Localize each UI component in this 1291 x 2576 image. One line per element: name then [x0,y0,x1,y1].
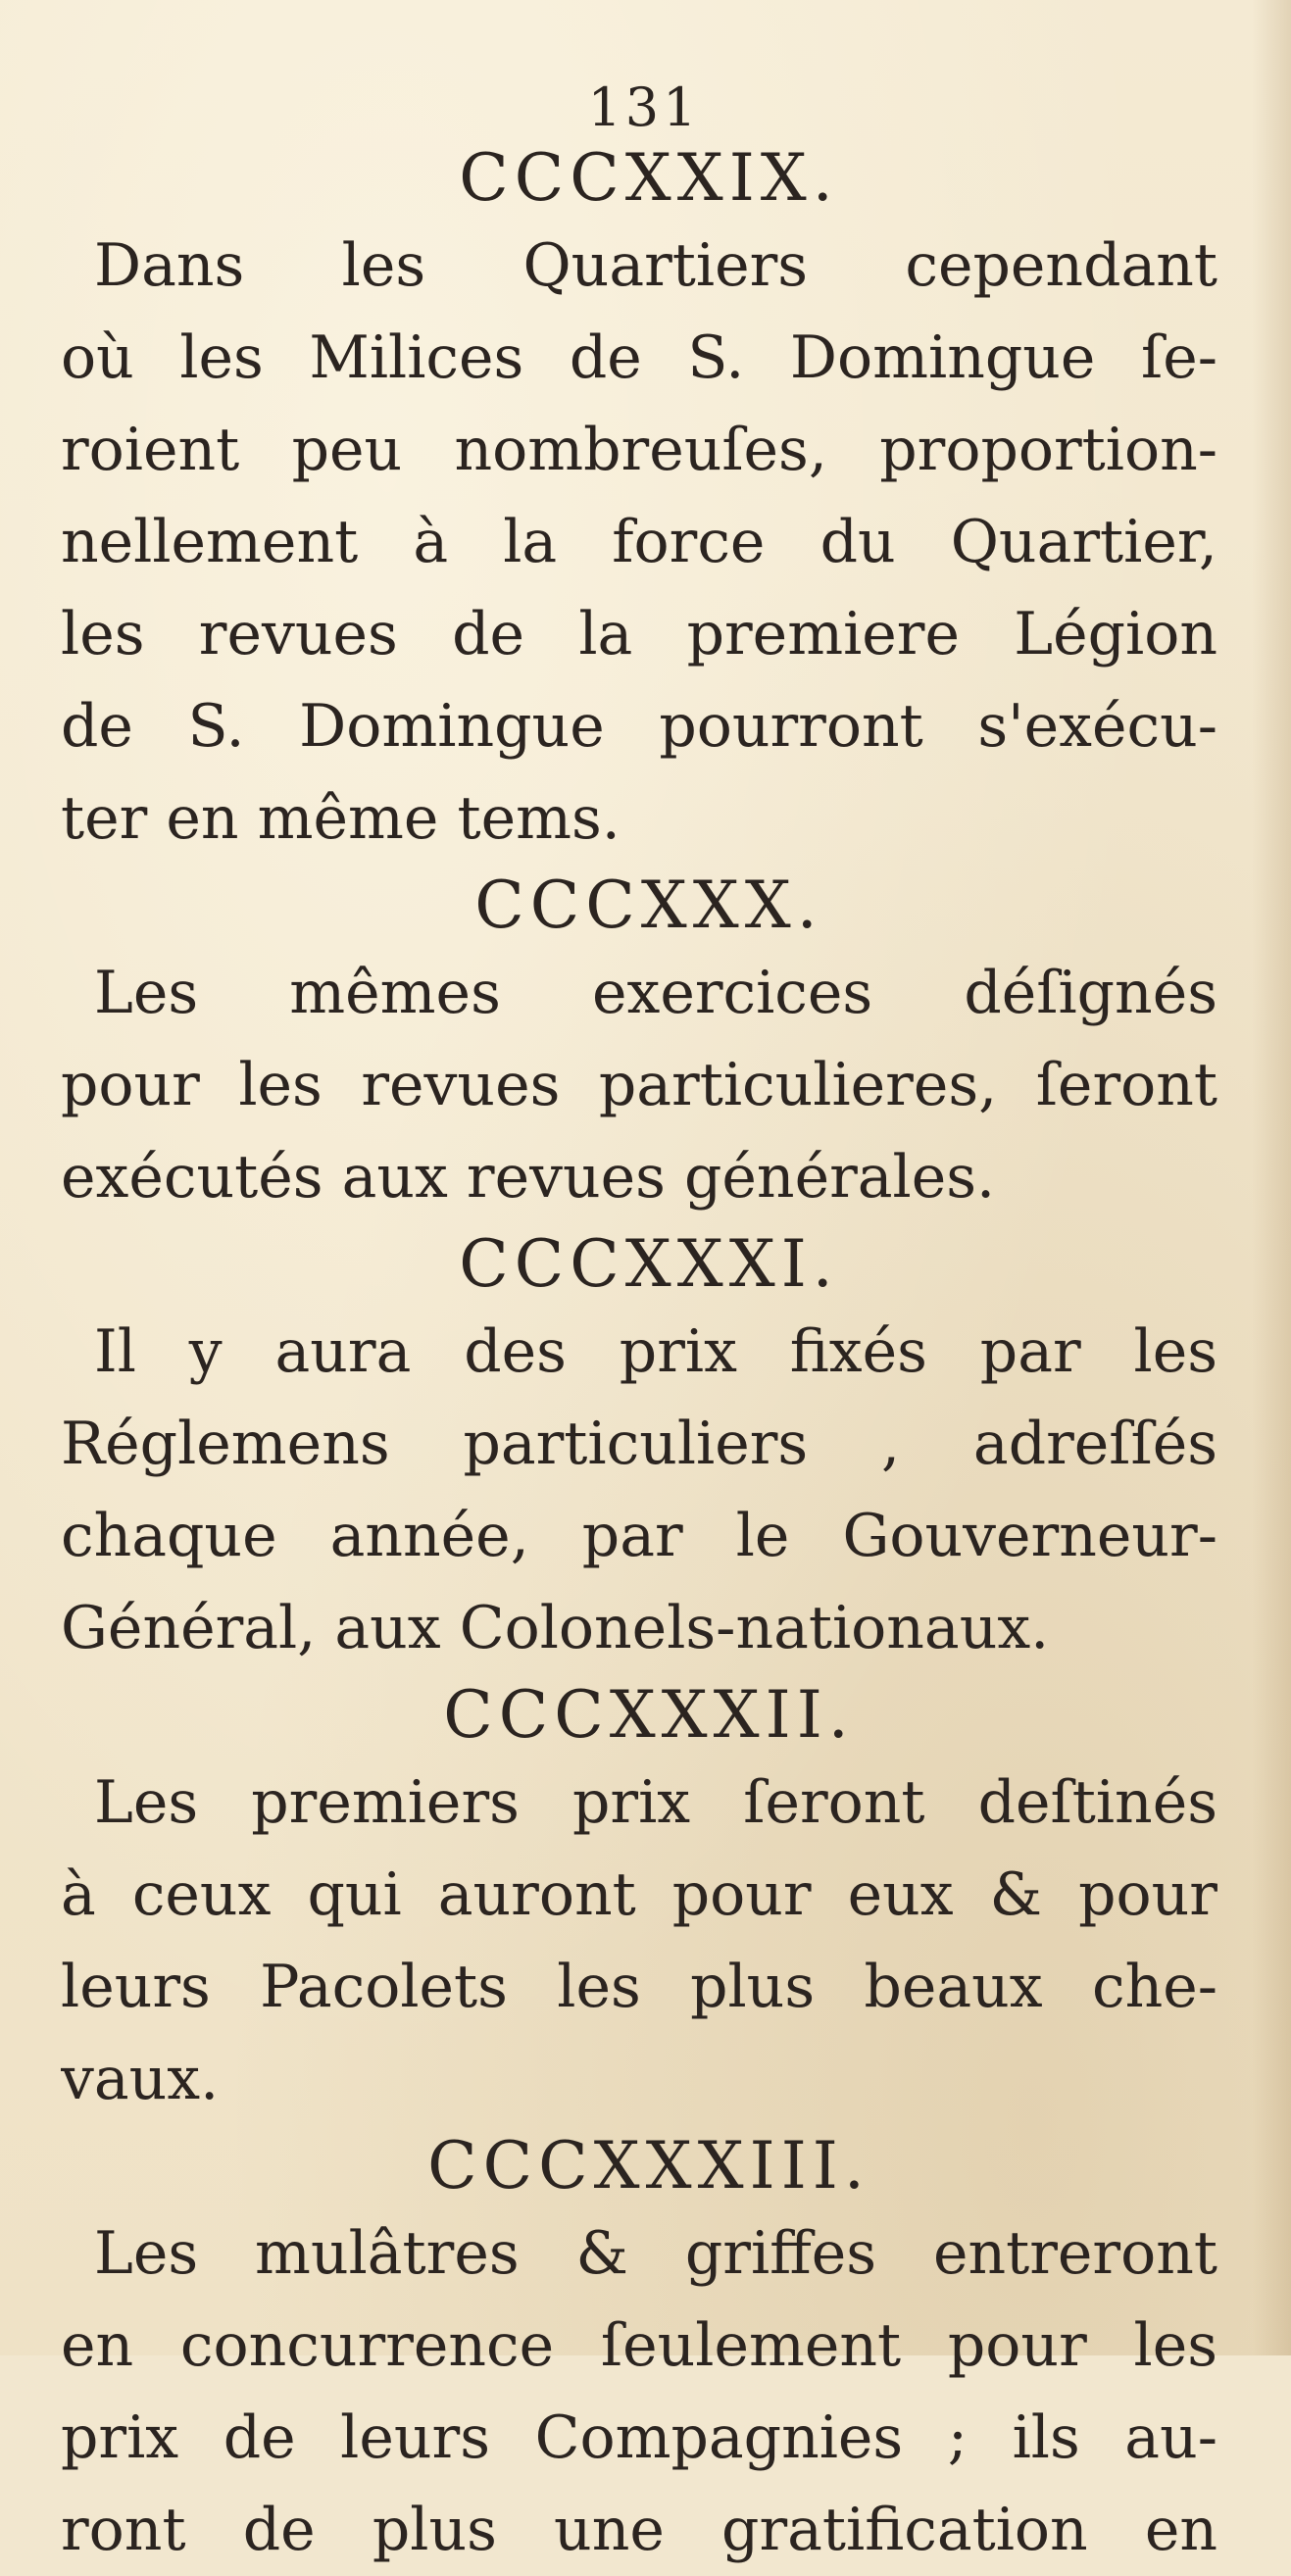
article-heading: CCCXXXII. [443,1677,855,1753]
text-line: prix de leurs Compagnies ; ils au- [61,2403,1217,2472]
text-line: Il y aura des prix fixés par les [94,1317,1217,1386]
page-text-block [61,78,1217,2576]
text-line: ter en même tems. [61,784,621,853]
article-heading: CCCXXXI. [459,1226,839,1302]
page-number: 131 [587,76,701,138]
text-line: pour les revues particulieres, ſeront [61,1051,1217,1119]
text-line: exécutés aux revues générales. [61,1143,996,1212]
text-line: en concurrence ſeulement pour les [61,2311,1217,2380]
article-heading: CCCXXXIII. [427,2128,870,2204]
article-heading: CCCXXIX. [459,140,839,216]
text-line: Dans les Quartiers cependant [94,231,1217,300]
text-line: à ceux qui auront pour eux & pour [61,1860,1217,1929]
text-line: Les mulâtres & griffes entreront [94,2219,1217,2288]
text-line: chaque année, par le Gouverneur- [61,1502,1217,1570]
article-heading: CCCXXX. [474,867,823,943]
text-line: de S. Domingue pourront s'exécu- [61,692,1217,761]
text-line: ront de plus une gratification en [61,2496,1217,2564]
text-line: Les premiers prix ſeront deſtinés [94,1768,1217,1837]
text-line: où les Milices de S. Domingue ſe- [61,323,1217,392]
text-line: vaux. [61,2045,220,2113]
text-line: nellement à la force du Quartier, [61,508,1217,576]
page-edge-shadow [1252,0,1291,2355]
text-line: leurs Pacolets les plus beaux che- [61,1953,1217,2021]
text-line: Les mêmes exercices déſignés [94,959,1217,1027]
text-line: Réglemens particuliers , adreſſés [61,1410,1217,1478]
text-line: les revues de la premiere Légion [61,600,1217,669]
text-line: Général, aux Colonels-nationaux. [61,1594,1050,1662]
text-line: roient peu nombreuſes, proportion- [61,416,1217,484]
